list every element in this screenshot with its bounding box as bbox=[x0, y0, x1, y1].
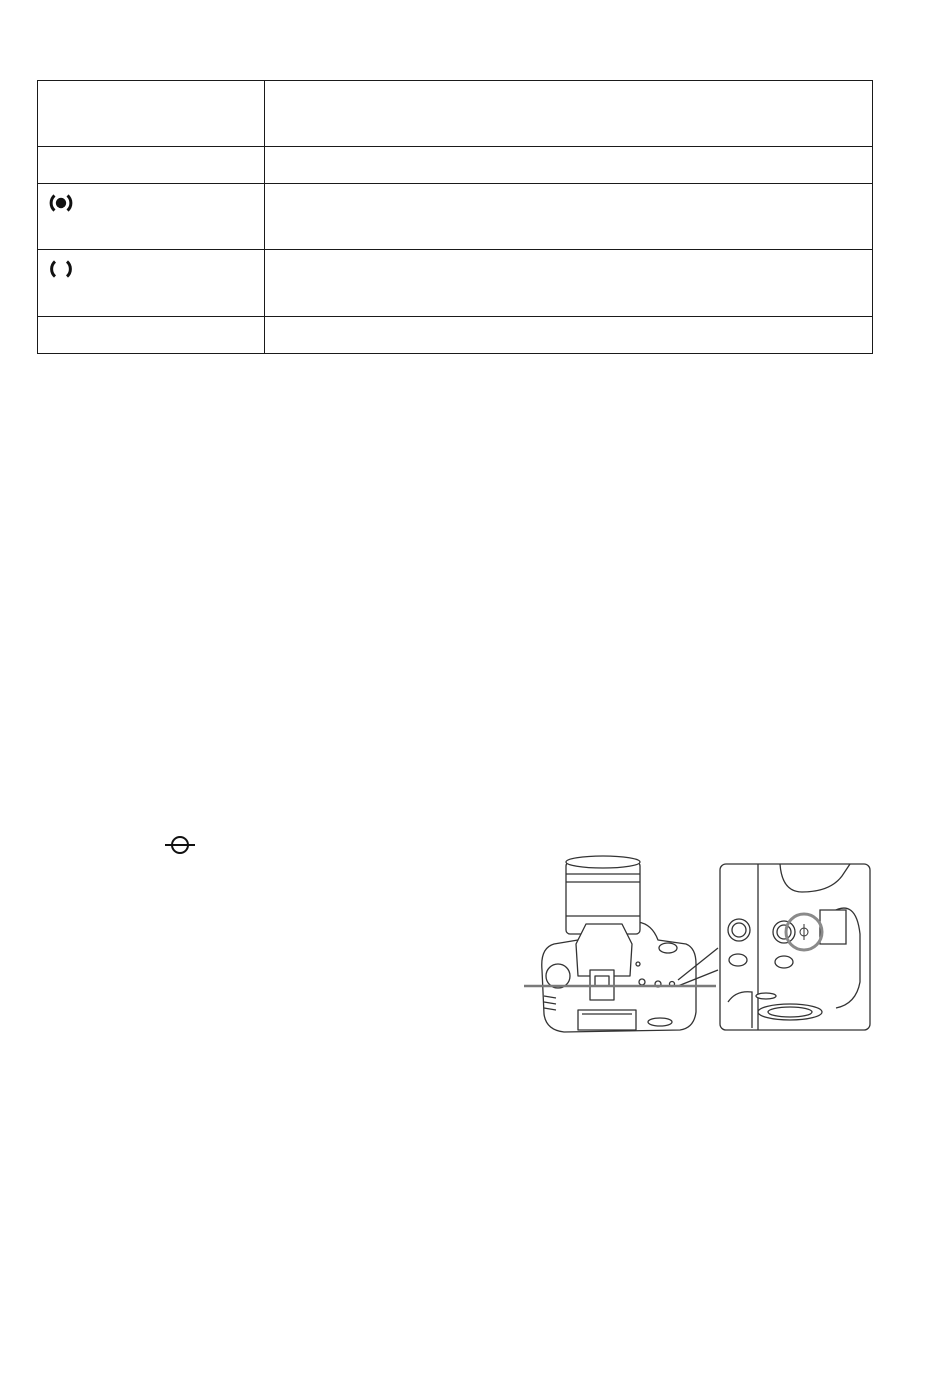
table-row bbox=[38, 317, 873, 354]
focus-locked-indicator-icon bbox=[48, 192, 254, 214]
table-row bbox=[38, 147, 873, 184]
table-cell-description bbox=[265, 147, 873, 184]
image-sensor-position-mark-icon bbox=[163, 834, 197, 856]
viewfinder-hump bbox=[576, 924, 632, 976]
table-cell-description bbox=[265, 250, 873, 317]
indicator-table bbox=[37, 80, 873, 354]
table-cell-indicator bbox=[38, 250, 265, 317]
mode-dial bbox=[546, 964, 570, 988]
camera-illustration bbox=[520, 852, 872, 1038]
lens-barrel bbox=[566, 862, 640, 934]
table-row bbox=[38, 184, 873, 250]
table-cell-indicator bbox=[38, 81, 265, 147]
focus-tracking-indicator-icon bbox=[48, 258, 254, 280]
table-cell-description bbox=[265, 81, 873, 147]
indicator-table-container bbox=[37, 80, 873, 354]
table-row bbox=[38, 250, 873, 317]
lens-front bbox=[566, 856, 640, 868]
table-cell-indicator bbox=[38, 184, 265, 250]
table-cell-indicator bbox=[38, 317, 265, 354]
table-row bbox=[38, 81, 873, 147]
table-cell-indicator bbox=[38, 147, 265, 184]
table-cell-description bbox=[265, 317, 873, 354]
camera-top-view-svg bbox=[520, 852, 872, 1038]
table-cell-description bbox=[265, 184, 873, 250]
